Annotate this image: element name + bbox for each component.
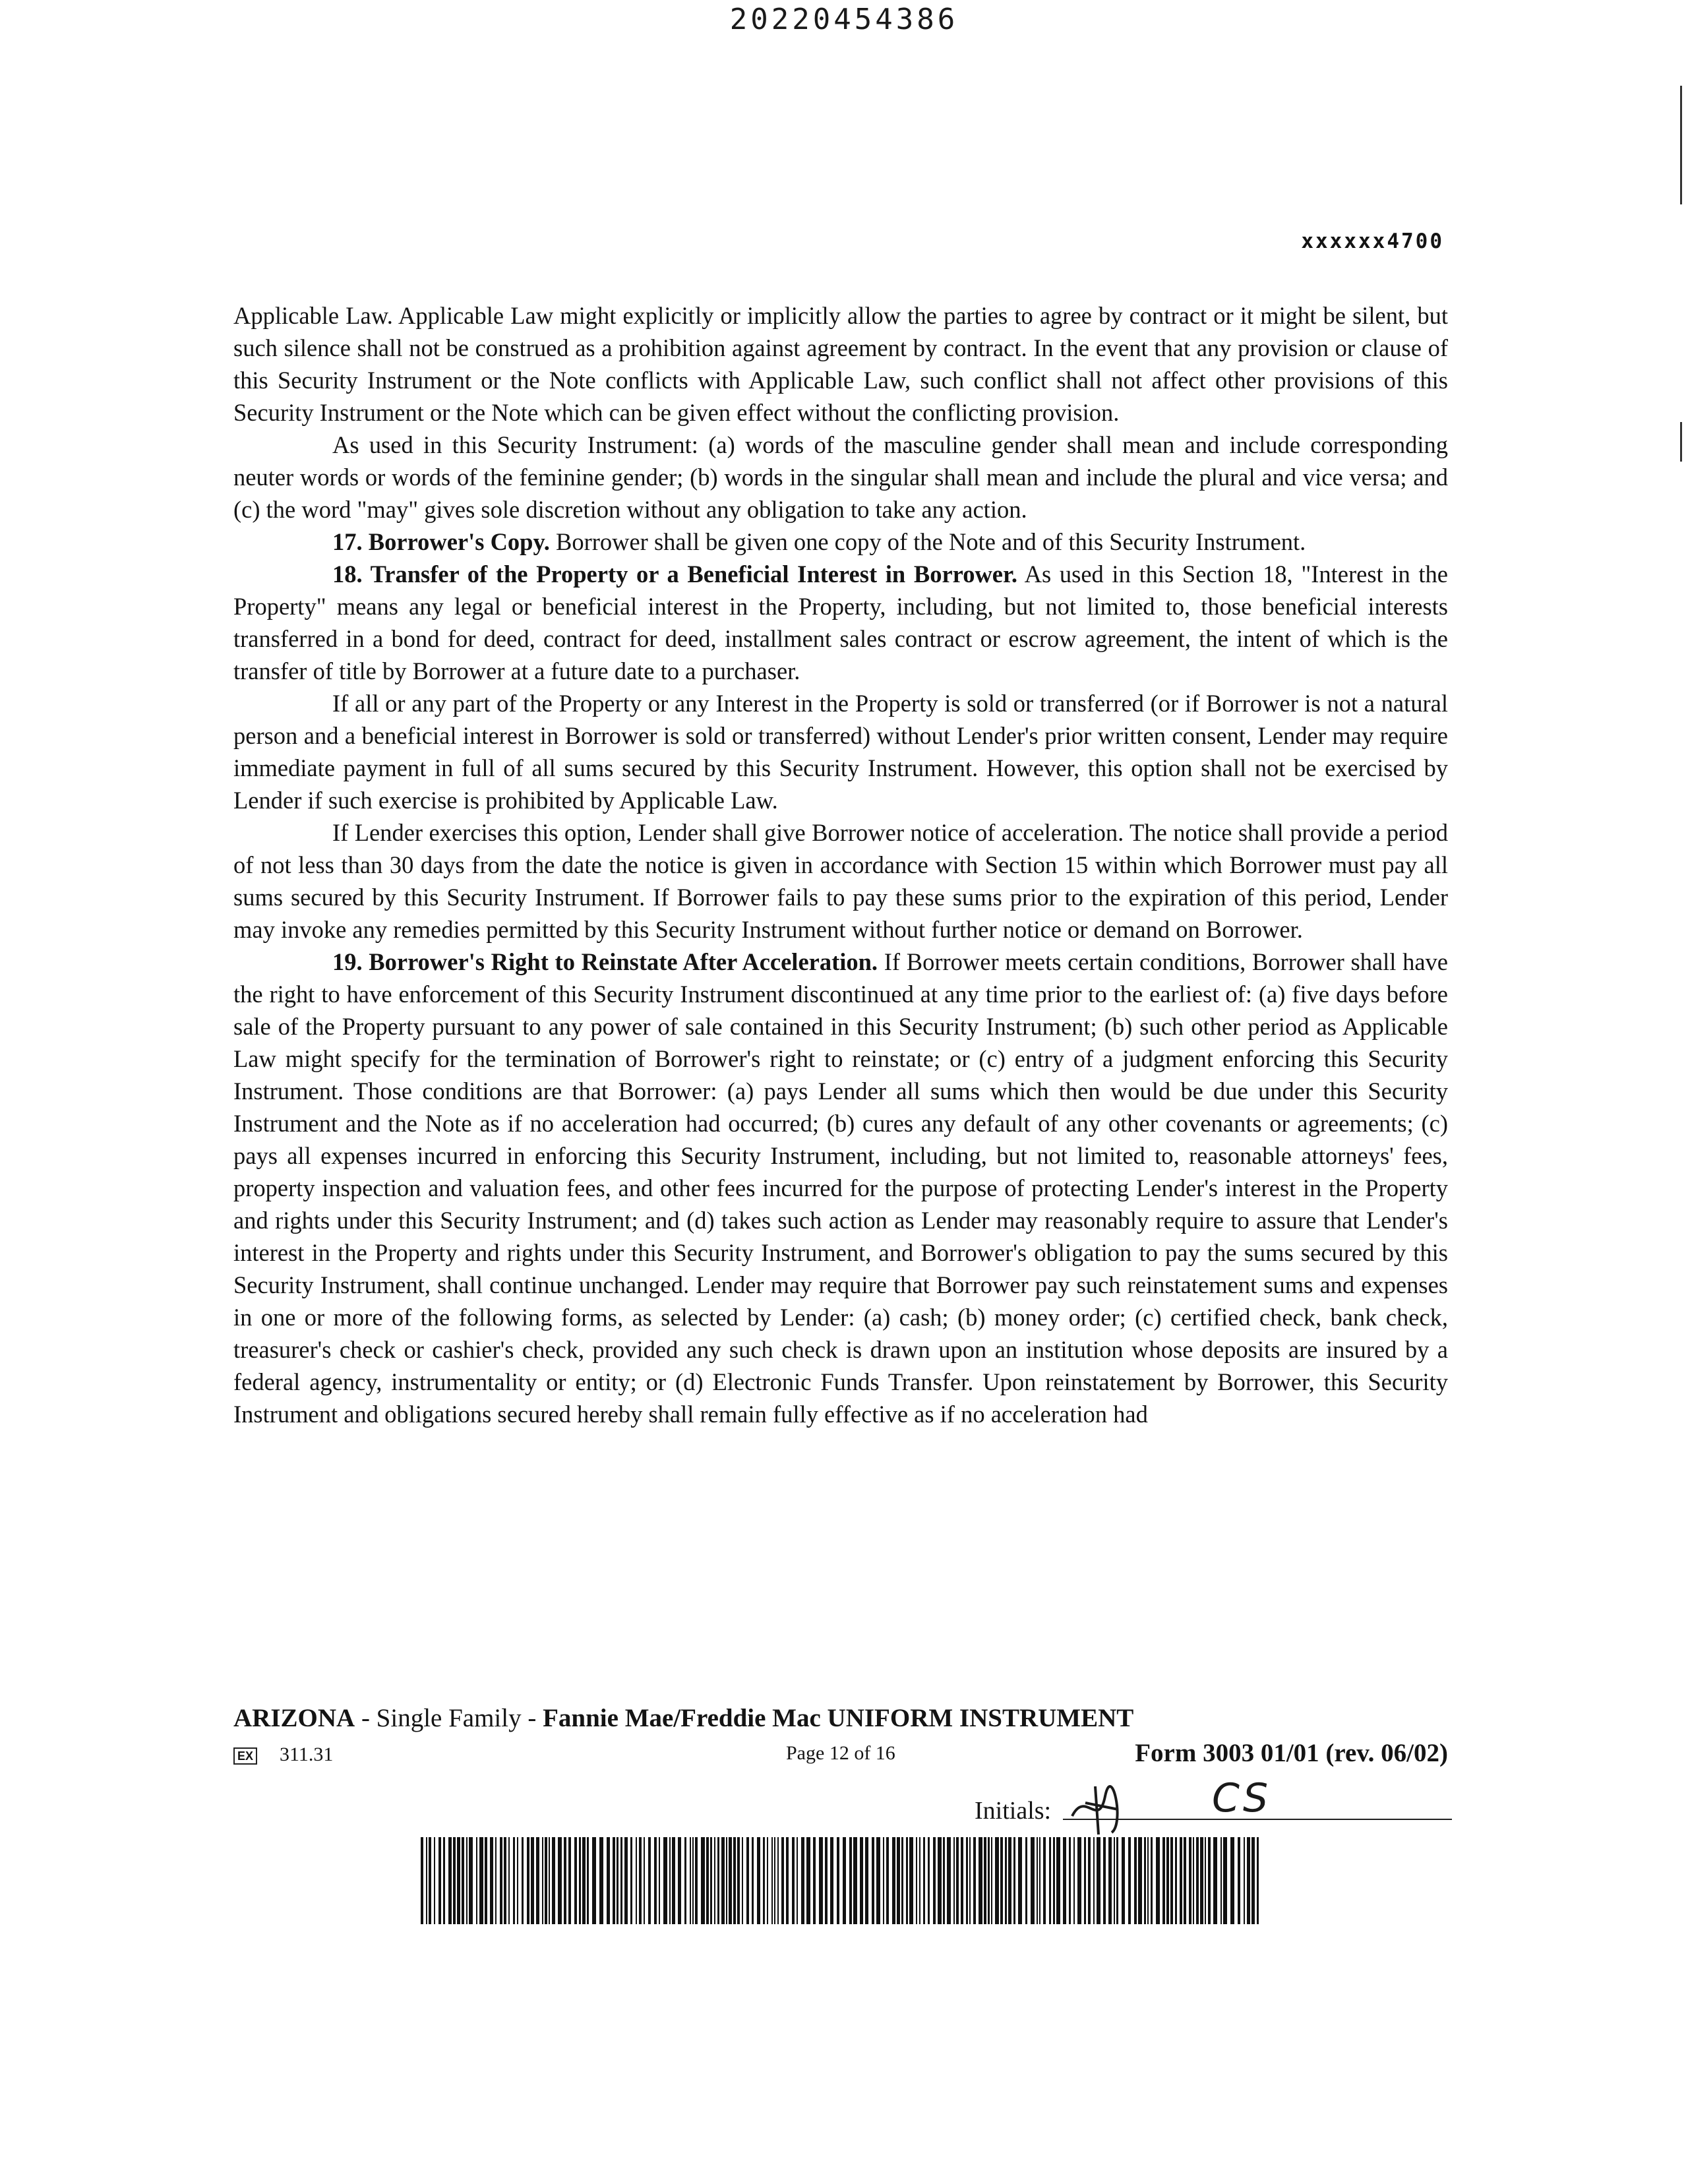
initials-cs: CS: [1212, 1775, 1271, 1821]
barcode-bar: [771, 1837, 773, 1924]
barcode-bar: [1013, 1837, 1015, 1924]
barcode-bar: [495, 1837, 497, 1924]
barcode-bar: [1200, 1837, 1203, 1924]
barcode-bar: [620, 1837, 622, 1924]
barcode-bar: [737, 1837, 740, 1924]
barcode-bar: [1247, 1837, 1250, 1924]
barcode-bar: [876, 1837, 880, 1924]
barcode-bar: [438, 1837, 441, 1924]
barcode-bar: [536, 1837, 539, 1924]
barcode-bar: [1008, 1837, 1011, 1924]
barcode-bar: [763, 1837, 765, 1924]
barcode-bar: [639, 1837, 642, 1924]
barcode-bar: [923, 1837, 925, 1924]
signature-initials-scribble: [1066, 1783, 1138, 1836]
barcode-bar: [892, 1837, 895, 1924]
barcode-bar: [476, 1837, 477, 1924]
section-17: [233, 526, 1448, 558]
barcode-bar: [579, 1837, 581, 1924]
barcode-bar: [928, 1837, 930, 1924]
barcode-bar: [1162, 1837, 1165, 1924]
barcode-bar: [644, 1837, 645, 1924]
barcode-bar: [636, 1837, 637, 1924]
barcode-bar: [692, 1837, 694, 1924]
page-number: Page 12 of 16: [786, 1742, 895, 1764]
barcode-bar: [995, 1837, 999, 1924]
barcode-bar: [690, 1837, 691, 1924]
barcode-bar: [701, 1837, 705, 1924]
barcode-bar: [1193, 1837, 1194, 1924]
barcode-bar: [1031, 1837, 1035, 1924]
barcode-bar: [630, 1837, 632, 1924]
barcode-bar: [466, 1837, 467, 1924]
barcode-bar: [781, 1837, 784, 1924]
barcode-bar: [1000, 1837, 1003, 1924]
barcode-bar: [849, 1837, 852, 1924]
barcode-bar: [1025, 1837, 1027, 1924]
section-19-text: If Borrower meets certain conditions, Borrower shall have the right to have enforcement of this Security Instrument discontinued at any time prior to the earliest of: (a) five days before sale of the Property pursuant to any power of sale contained in this Security Instrument; (b) such other period as Applicable Law might specify for the termination of Borrower's right to reinstate; or (c) entry of a judgment enforcing this Security Instrument. Those conditions are that Borrower: (a) pays Lender all sums which then would be due under this Security Instrument and the Note as if no acceleration had occurred; (b) cures any default of any other covenants or agreements; (c) pays all expenses incurred in enforcing this Security Instrument, including, but not limited to, reasonable attorneys' fees, property inspection and valuation fees, and other fees incurred for the purpose of protecting Lender's interest in the Property and rights under this Security Instrument; and (d) takes such action as Lender may reasonably require to assure that Lender's interest in the Property and rights under this Security Instrument, and Borrower's obligation to pay the sums secured by this Security Instrument, shall continue unchanged. Lender may require that Borrower pay such reinstatement sums and expenses in one or more of the following forms, as selected by Lender: (a) cash; (b) money order; (c) certified check, bank check, treasurer's check or cashier's check, provided any such check is drawn upon an institution whose deposits are insured by a federal agency, instrumentality or entity; or (d) Electronic Funds Transfer. Upon reinstatement by Borrower, this Security Instrument and obligations secured hereby shall remain fully effective as if no acceleration had: [233, 948, 1448, 1428]
barcode-bar: [542, 1837, 543, 1924]
barcode-bar: [1213, 1837, 1217, 1924]
initials-label: Initials:: [975, 1797, 1052, 1825]
barcode-bar: [1103, 1837, 1106, 1924]
barcode-bar: [1175, 1837, 1177, 1924]
barcode-bar: [757, 1837, 760, 1924]
barcode-bar: [592, 1837, 596, 1924]
barcode-bar: [1166, 1837, 1169, 1924]
barcode-bar: [574, 1837, 577, 1924]
barcode-bar: [984, 1837, 986, 1924]
barcode-bar: [774, 1837, 775, 1924]
barcode-bar: [721, 1837, 725, 1924]
barcode-bar: [801, 1837, 804, 1924]
barcode-bar: [901, 1837, 903, 1924]
barcode-bar: [1205, 1837, 1206, 1924]
barcode-bar: [752, 1837, 754, 1924]
barcode-bar: [469, 1837, 473, 1924]
barcode-bar: [672, 1837, 675, 1924]
barcode-bar: [1063, 1837, 1066, 1924]
barcode-bar: [1018, 1837, 1022, 1924]
paragraph-transfer-consent: If all or any part of the Property or any Interest in the Property is sold or transferred (or if Borrower is not a natural person and a beneficial interest in Borrower is sold or transferred) without Lender's prior written consent, Lender may require immediate payment in full of all sums secured by this Security Instrument. However, this option shall not be exercised by Lender if such exercise is prohibited by Applicable Law.: [233, 690, 1448, 814]
barcode-bar: [825, 1837, 828, 1924]
barcode-bar: [421, 1837, 423, 1924]
scan-edge-mark: [1680, 86, 1682, 204]
barcode-bar: [453, 1837, 456, 1924]
barcode-bar: [587, 1837, 589, 1924]
barcode-bar: [919, 1837, 920, 1924]
barcode-bar: [853, 1837, 857, 1924]
barcode-bar: [669, 1837, 671, 1924]
barcode-bar: [1223, 1837, 1227, 1924]
barcode-bar: [1077, 1837, 1081, 1924]
scan-edge-mark: [1680, 422, 1682, 462]
barcode-bar: [909, 1837, 913, 1924]
barcode-bar: [613, 1837, 615, 1924]
barcode-bar: [1257, 1837, 1259, 1924]
barcode-bar: [733, 1837, 736, 1924]
barcode-bar: [872, 1837, 874, 1924]
document-number: 20220454386: [729, 3, 959, 36]
section-18: [233, 558, 1448, 687]
barcode-bar: [729, 1837, 732, 1924]
barcode-bar: [1097, 1837, 1100, 1924]
barcode-bar: [695, 1837, 698, 1924]
barcode-bar: [1208, 1837, 1211, 1924]
barcode-bar: [1230, 1837, 1234, 1924]
barcode-bar: [819, 1837, 823, 1924]
barcode-bar: [1180, 1837, 1182, 1924]
barcode-bar: [1196, 1837, 1199, 1924]
barcode-bar: [617, 1837, 618, 1924]
barcode-bar: [830, 1837, 833, 1924]
barcode-bar: [777, 1837, 779, 1924]
barcode-bar: [1138, 1837, 1142, 1924]
barcode-bar: [1114, 1837, 1115, 1924]
barcode-bar: [969, 1837, 971, 1924]
barcode-bar: [659, 1837, 660, 1924]
barcode-bar: [517, 1837, 518, 1924]
loan-number: xxxxxx4700: [1301, 229, 1444, 253]
barcode-bar: [973, 1837, 976, 1924]
barcode-bar: [726, 1837, 727, 1924]
section-19-heading: 19. Borrower's Right to Reinstate After Acceleration.: [332, 948, 878, 975]
barcode-bar: [1037, 1837, 1038, 1924]
form-number: Form 3003 01/01 (rev. 06/02): [1135, 1739, 1448, 1767]
barcode-bar: [479, 1837, 483, 1924]
barcode-bar: [582, 1837, 586, 1924]
barcode-bar: [457, 1837, 460, 1924]
barcode-bar: [956, 1837, 959, 1924]
barcode-bar: [886, 1837, 889, 1924]
section-17-heading: 17. Borrower's Copy.: [332, 528, 550, 555]
barcode-bar: [443, 1837, 445, 1924]
barcode-bar: [717, 1837, 719, 1924]
barcode-bar: [883, 1837, 884, 1924]
barcode-bar: [813, 1837, 816, 1924]
barcode-bar: [938, 1837, 942, 1924]
barcode-bar: [1049, 1837, 1051, 1924]
barcode-bar: [663, 1837, 667, 1924]
section-19: [233, 946, 1448, 1430]
barcode-bar: [549, 1837, 550, 1924]
section-17-text: Borrower shall be given one copy of the Note and of this Security Instrument.: [549, 528, 1306, 555]
barcode-bar: [1189, 1837, 1191, 1924]
barcode-bar: [568, 1837, 571, 1924]
barcode-bar: [953, 1837, 955, 1924]
barcode-bar: [714, 1837, 715, 1924]
barcode-bar: [490, 1837, 493, 1924]
footer-state: ARIZONA: [233, 1704, 355, 1732]
barcode-bar: [1151, 1837, 1153, 1924]
barcode-bar: [654, 1837, 657, 1924]
barcode-bar: [1053, 1837, 1055, 1924]
barcode-bar: [599, 1837, 603, 1924]
paragraph-gender-usage: As used in this Security Instrument: (a) words of the masculine gender shall mean and include corresponding neuter words or words of the feminine gender; (b) words in the singular shall mean and include the plural and vice versa; and (c) the word "may" gives sole discretion without any obligation to take any action.: [233, 431, 1448, 523]
barcode-bar: [979, 1837, 982, 1924]
form-code: 311.31: [280, 1744, 334, 1765]
barcode-bar: [1244, 1837, 1245, 1924]
barcode-bar: [1147, 1837, 1149, 1924]
barcode-bar: [860, 1837, 863, 1924]
barcode-bar: [448, 1837, 452, 1924]
barcode-bar: [1238, 1837, 1240, 1924]
barcode-bar: [500, 1837, 502, 1924]
barcode-bar: [678, 1837, 681, 1924]
barcode-bar: [1134, 1837, 1137, 1924]
barcode-bar: [485, 1837, 487, 1924]
barcode-bar: [1108, 1837, 1112, 1924]
barcode-bar: [504, 1837, 506, 1924]
barcode-bar: [943, 1837, 945, 1924]
barcode-bar: [1122, 1837, 1125, 1924]
barcode-bar: [684, 1837, 686, 1924]
barcode-bar: [947, 1837, 951, 1924]
barcode-bar: [837, 1837, 839, 1924]
paragraph-applicable-law: Applicable Law. Applicable Law might explicitly or implicitly allow the parties to agree by contract or it might be silent, but such silence shall not be construed as a prohibition against agreement by contract. In the event that any provision or clause of this Security Instrument or the Note conflicts with Applicable Law, such conflict shall not affect other provisions of this Security Instrument or the Note which can be given effect without the conflicting provision.: [233, 302, 1448, 426]
barcode-bar: [706, 1837, 709, 1924]
barcode-bar: [462, 1837, 464, 1924]
paragraph-acceleration-notice: If Lender exercises this option, Lender shall give Borrower notice of acceleration. The notice shall provide a period of not less than 30 days from the date the notice is given in accordance with Section 15 within which Borrower must pay all sums secured by this Security Instrument. If Borrower fails to pay these sums prior to the expiration of this period, Lender may invoke any remedies permitted by this Security Instrument without further notice or demand on Borrower.: [233, 819, 1448, 943]
section-18-text: As used in this Section 18, "Interest in the Property" means any legal or beneficial interest in the Property, including, but not limited to, those beneficial interests transferred in a bond for deed, contract for deed, installment sales contract or escrow agreement, the intent of which is the transfer of title by Borrower at a future date to a purchaser.: [233, 561, 1448, 684]
footer-title: [233, 1703, 1133, 1733]
barcode-bar: [1073, 1837, 1075, 1924]
barcode-bar: [1084, 1837, 1086, 1924]
barcode-bar: [1184, 1837, 1186, 1924]
barcode-bar: [1005, 1837, 1007, 1924]
document-body: [233, 299, 1448, 1430]
barcode-bar: [1069, 1837, 1071, 1924]
barcode-bar: [865, 1837, 868, 1924]
barcode-bar: [1093, 1837, 1095, 1924]
barcode-bar: [933, 1837, 936, 1924]
barcode-bar: [988, 1837, 990, 1924]
barcode-bar: [961, 1837, 963, 1924]
barcode-bar: [434, 1837, 435, 1924]
barcode-bar: [1251, 1837, 1255, 1924]
barcode-bar: [552, 1837, 555, 1924]
barcode-bar: [742, 1837, 743, 1924]
barcode-bar: [648, 1837, 651, 1924]
barcode-bar: [806, 1837, 810, 1924]
barcode-bar: [531, 1837, 534, 1924]
barcode-bar: [429, 1837, 431, 1924]
barcode-bar: [1128, 1837, 1131, 1924]
barcode-bar: [426, 1837, 427, 1924]
barcode-bar: [1056, 1837, 1060, 1924]
barcode-bar: [1156, 1837, 1160, 1924]
barcode-bar: [558, 1837, 562, 1924]
barcode-bar: [1144, 1837, 1146, 1924]
barcode-bar: [1116, 1837, 1118, 1924]
section-18-heading: 18. Transfer of the Property or a Beneficial Interest in Borrower.: [332, 561, 1017, 588]
barcode-bar: [991, 1837, 992, 1924]
barcode-bar: [607, 1837, 610, 1924]
barcode-bar: [527, 1837, 529, 1924]
barcode-bar: [1039, 1837, 1040, 1924]
barcode-bar: [1170, 1837, 1173, 1924]
barcode-bar: [545, 1837, 547, 1924]
ex-badge: EX: [233, 1747, 257, 1765]
barcode-bar: [513, 1837, 515, 1924]
barcode-bar: [797, 1837, 798, 1924]
barcode-bar: [564, 1837, 566, 1924]
barcode-bar: [916, 1837, 917, 1924]
barcode-bar: [786, 1837, 789, 1924]
barcode-bar: [508, 1837, 510, 1924]
barcode-bar: [843, 1837, 846, 1924]
barcode-bar: [746, 1837, 749, 1924]
barcode: [421, 1837, 1263, 1924]
footer-instrument: Fannie Mae/Freddie Mac UNIFORM INSTRUMENT: [543, 1704, 1134, 1732]
barcode-bar: [897, 1837, 900, 1924]
barcode-bar: [522, 1837, 524, 1924]
footer-family: - Single Family -: [355, 1704, 543, 1732]
barcode-bar: [792, 1837, 795, 1924]
barcode-bar: [966, 1837, 968, 1924]
barcode-bar: [710, 1837, 712, 1924]
barcode-bar: [1221, 1837, 1222, 1924]
barcode-bar: [767, 1837, 768, 1924]
barcode-bar: [906, 1837, 908, 1924]
barcode-bar: [1043, 1837, 1046, 1924]
barcode-bar: [1088, 1837, 1091, 1924]
barcode-bar: [624, 1837, 628, 1924]
